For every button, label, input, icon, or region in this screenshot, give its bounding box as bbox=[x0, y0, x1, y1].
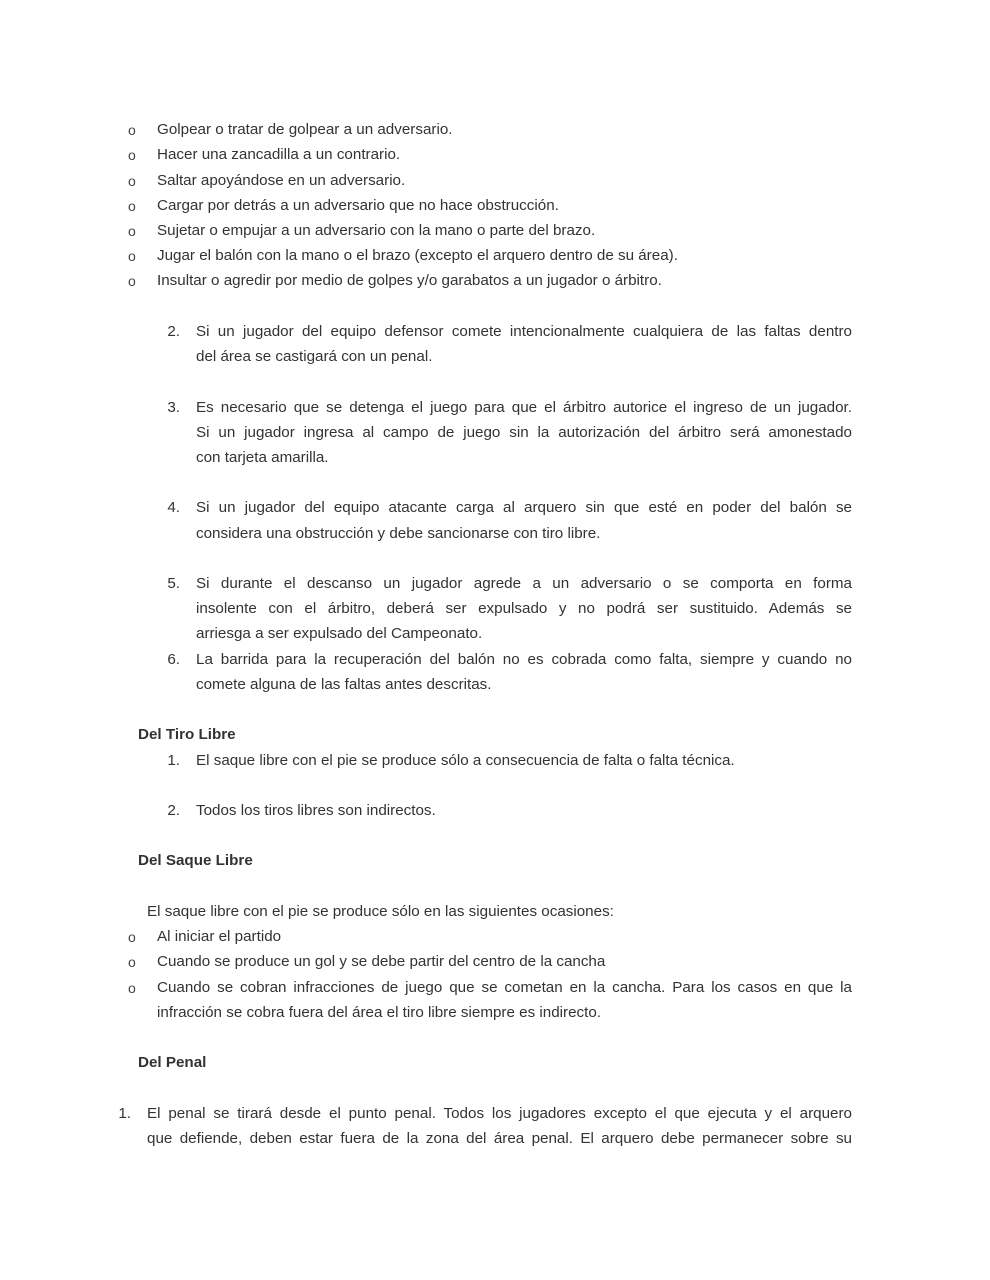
rule-line: Es necesario que se detenga el juego para que el árbitro autorice el ingreso de un jugador. bbox=[196, 399, 852, 416]
rule-line: Si durante el descanso un jugador agrede a un adversario o se comporta en forma bbox=[196, 575, 852, 592]
section-heading: Del Saque Libre bbox=[138, 852, 253, 869]
section-heading: Del Penal bbox=[138, 1054, 207, 1071]
list-item: Cargar por detrás a un adversario que no hace obstrucción. bbox=[157, 197, 559, 214]
bullet-circle-icon: o bbox=[128, 122, 136, 138]
list-number: 2. bbox=[167, 323, 180, 340]
rule-line: Si un jugador del equipo defensor comete intencionalmente cualquiera de las faltas dentro bbox=[196, 323, 852, 340]
list-item: El saque libre con el pie se produce sólo a consecuencia de falta o falta técnica. bbox=[196, 752, 735, 769]
rule-line: que defiende, deben estar fuera de la zona del área penal. El arquero debe permanecer sobre su bbox=[147, 1130, 852, 1147]
rule-line: comete alguna de las faltas antes descritas. bbox=[196, 676, 492, 693]
rule-line: considera una obstrucción y debe sancionarse con tiro libre. bbox=[196, 525, 601, 542]
list-item: Hacer una zancadilla a un contrario. bbox=[157, 146, 401, 163]
bullet-circle-icon: o bbox=[128, 248, 136, 264]
list-item: Jugar el balón con la mano o el brazo (excepto el arquero dentro de su área). bbox=[157, 247, 678, 264]
list-number: 3. bbox=[167, 399, 180, 416]
bullet-circle-icon: o bbox=[128, 273, 136, 289]
rule-line: insolente con el árbitro, deberá ser expulsado y no podrá ser sustituido. Además se bbox=[196, 600, 852, 617]
bullet-circle-icon: o bbox=[128, 929, 136, 945]
bullet-circle-icon: o bbox=[128, 223, 136, 239]
bullet-circle-icon: o bbox=[128, 147, 136, 163]
list-item: Al iniciar el partido bbox=[157, 928, 282, 945]
rule-line: Si un jugador del equipo atacante carga al arquero sin que esté en poder del balón se bbox=[196, 499, 852, 516]
rule-line: El penal se tirará desde el punto penal. Todos los jugadores excepto el que ejecuta y el arquero bbox=[147, 1105, 852, 1122]
rule-line: del área se castigará con un penal. bbox=[196, 348, 433, 365]
rule-line: con tarjeta amarilla. bbox=[196, 449, 329, 466]
list-number: 6. bbox=[167, 651, 180, 668]
rule-line: arriesga a ser expulsado del Campeonato. bbox=[196, 625, 483, 642]
bullet-circle-icon: o bbox=[128, 198, 136, 214]
list-item: Sujetar o empujar a un adversario con la mano o parte del brazo. bbox=[157, 222, 596, 239]
bullet-circle-icon: o bbox=[128, 173, 136, 189]
section-heading: Del Tiro Libre bbox=[138, 726, 236, 743]
list-item: Cuando se cobran infracciones de juego que se cometan en la cancha. Para los casos en que la bbox=[157, 979, 852, 996]
list-number: 4. bbox=[167, 499, 180, 516]
list-number: 5. bbox=[167, 575, 180, 592]
bullet-circle-icon: o bbox=[128, 954, 136, 970]
list-item: Saltar apoyándose en un adversario. bbox=[157, 172, 406, 189]
list-item: Cuando se produce un gol y se debe partir del centro de la cancha bbox=[157, 953, 606, 970]
list-number: 2. bbox=[167, 802, 180, 819]
list-number: 1. bbox=[167, 752, 180, 769]
list-item: Golpear o tratar de golpear a un adversario. bbox=[157, 121, 453, 138]
bullet-circle-icon: o bbox=[128, 980, 136, 996]
list-number: 1. bbox=[118, 1105, 131, 1122]
list-item: Todos los tiros libres son indirectos. bbox=[196, 802, 436, 819]
list-item: Insultar o agredir por medio de golpes y/o garabatos a un jugador o árbitro. bbox=[157, 272, 662, 289]
rule-line: La barrida para la recuperación del balón no es cobrada como falta, siempre y cuando no bbox=[196, 651, 852, 668]
rule-line: Si un jugador ingresa al campo de juego sin la autorización del árbitro será amonestado bbox=[196, 424, 852, 441]
list-item: infracción se cobra fuera del área el tiro libre siempre es indirecto. bbox=[157, 1004, 602, 1021]
section-intro: El saque libre con el pie se produce sólo en las siguientes ocasiones: bbox=[147, 903, 614, 920]
